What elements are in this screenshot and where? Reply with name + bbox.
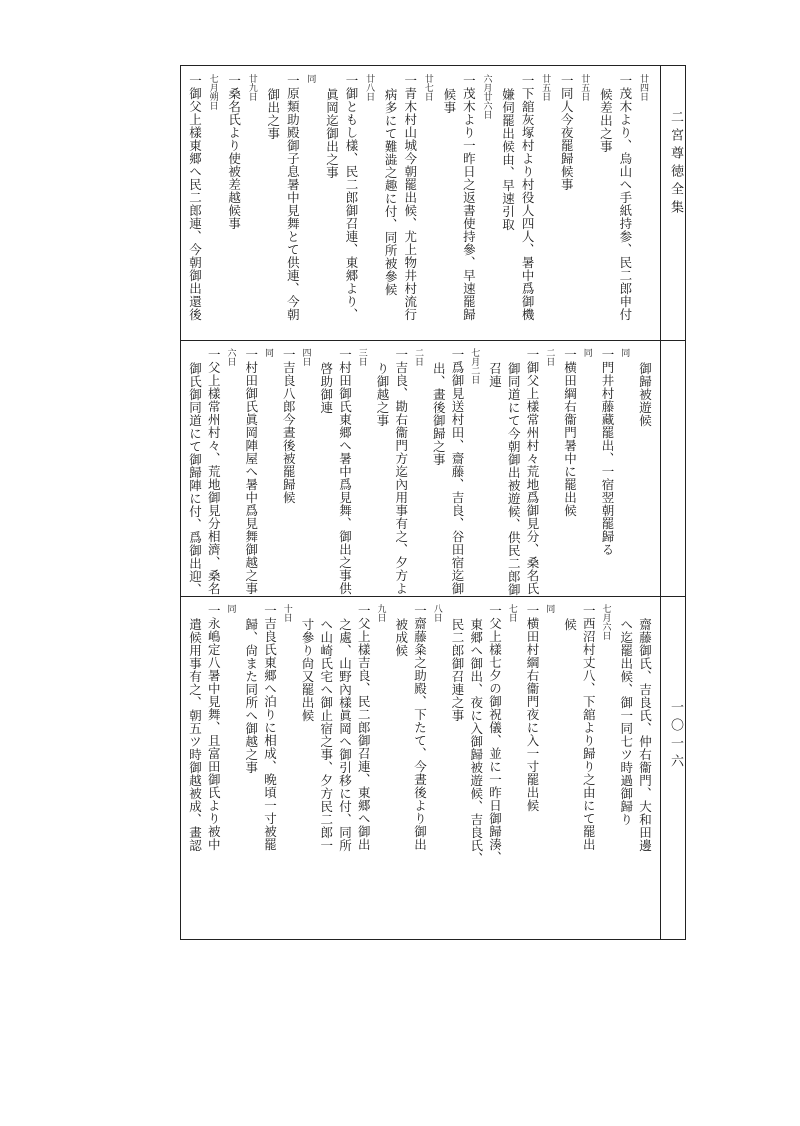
text-column: 嫌伺罷出候由、早速引取 — [500, 88, 516, 231]
text-column: 候 — [562, 618, 578, 631]
entry-date: 七月六日 — [600, 604, 611, 640]
entry-date: 廿八日 — [364, 74, 375, 101]
text-column: り御越之事 — [375, 362, 390, 427]
text-column: 出、畫後御歸之事 — [431, 362, 447, 466]
entry-date: 九日 — [375, 604, 386, 622]
entry-date: 同 — [305, 74, 316, 83]
entry-date: 二日 — [544, 348, 555, 366]
entry-date: 廿九日 — [246, 74, 257, 101]
text-column: 遣候用事有之、朝五ツ時御越被成、畫認 — [187, 618, 203, 852]
text-column: へ迄罷出候、御一同七ツ時過御歸り — [618, 618, 634, 826]
header-rule — [660, 65, 661, 940]
text-column: 病多にて難澁之趣に付、同所被參候 — [383, 88, 399, 296]
text-column: 一齋藤粂之助殿、下たて、今晝後より御出 — [412, 604, 428, 851]
text-column: 一村田御氏眞岡陣屋へ暑中爲見舞御越之事 — [243, 348, 259, 595]
text-column: 一西沼村丈八、下舘より歸り之由にて罷出 — [581, 604, 597, 851]
entry-date: 廿五日 — [579, 74, 590, 101]
entry-date: 廿七日 — [422, 74, 433, 101]
text-column: 一吉良、勘右衞門方迄內用事有之、夕方よ — [393, 348, 409, 595]
text-column: 御氏御同道にて御歸陣に付、爲御出迎、 — [187, 362, 203, 596]
text-column: 一永嶋定八暑中見舞、且富田御氏より被中 — [206, 604, 222, 851]
entry-date: 同 — [581, 348, 592, 357]
text-column: 一横田村綱右衞門夜に入一寸罷出候 — [525, 604, 540, 812]
text-column: 一父上樣吉良、民二郎御召連、東郷へ御出 — [356, 604, 372, 851]
text-column: 召連 — [487, 362, 503, 388]
text-column: 之處、山野內樣眞岡へ御引移に付、同所 — [337, 618, 353, 852]
text-column: 一横田綱右衞門暑中に罷出候 — [562, 348, 578, 517]
entry-date: 七月二日 — [469, 348, 480, 384]
entry-date: 廿五日 — [540, 74, 551, 101]
entry-date: 六日 — [225, 348, 236, 366]
text-column: 候事 — [441, 88, 457, 114]
text-column: 一原類助殿御子息暑中見舞とて供連、今朝 — [285, 74, 301, 321]
text-column: 眞岡迄御出之事 — [324, 88, 340, 179]
text-column: 一御父上樣東郷へ民二郎連、今朝御出還後 — [187, 74, 203, 321]
entry-date: 七月朔日 — [207, 74, 218, 110]
text-column: 一爲御見送村田、齋藤、吉良、谷田宿迄御 — [450, 348, 465, 595]
book-title: 二宮尊徳全集 — [668, 110, 683, 218]
text-column: 一同人今夜罷歸候事 — [559, 74, 575, 191]
text-column: 一父上樣常州村々、荒地御見分相濟、桑名 — [206, 348, 222, 595]
text-column: 一桑名氏より使被差越候事 — [226, 74, 242, 230]
entry-date: 同 — [619, 348, 630, 357]
entry-date: 七日 — [506, 604, 517, 622]
text-column: 民二郎御召連之事 — [450, 618, 465, 722]
text-column: 齋藤御氏、吉良氏、仲右衞門、大和田邊 — [637, 618, 653, 852]
entry-date: 四日 — [300, 348, 311, 366]
text-column: 一御ともし樣、民二郎御召連、東郷より、 — [344, 74, 360, 321]
text-column: 一御父上樣常州村々荒地爲御見分、桑名氏 — [525, 348, 540, 595]
entry-date: 三日 — [356, 348, 367, 366]
text-column: 一下舘灰塚村より村役人四人、暑中爲御機 — [520, 74, 536, 321]
text-column: 寸參り尙又罷出候 — [300, 618, 315, 722]
text-column: 一吉良八郎今晝後被罷歸候 — [281, 348, 297, 504]
text-column: 御歸被遊候 — [637, 362, 653, 427]
text-column: 御同道にて今朝御出被遊候、供民二郎御 — [506, 362, 522, 596]
text-column: 御出之事 — [265, 88, 281, 140]
page-number: 一〇一六 — [668, 700, 683, 772]
entry-date: 同 — [225, 604, 236, 613]
text-column: 一吉良氏東郷へ泊りに相成、晩頃一寸被罷 — [262, 604, 278, 851]
text-column: へ山崎氏宅へ御止宿之事、夕方民二郎一 — [318, 618, 334, 852]
text-column: 被成候 — [393, 618, 409, 657]
text-column: 候差出之事 — [598, 88, 614, 153]
entry-date: 八日 — [431, 604, 442, 622]
text-column: 一門井村藤藏罷出、一宿翌朝罷歸る — [600, 348, 615, 556]
text-column: 一青木村山城今朝罷出候、尤上物井村流行 — [402, 74, 418, 321]
entry-date: 廿四日 — [638, 74, 648, 101]
entry-date: 同 — [544, 604, 555, 613]
text-column: 一村田御氏東郷へ暑中爲見舞、御出之事供 — [337, 348, 353, 595]
entry-date: 十日 — [281, 604, 292, 622]
entry-date: 二日 — [413, 348, 423, 366]
text-column: 啓助御連 — [318, 362, 334, 414]
text-column: 一茂木より、烏山へ手紙持参、民二郎申付 — [617, 74, 633, 321]
entry-date: 同 — [263, 348, 273, 357]
text-column: 東郷へ御出、夜に入御歸被遊候、吉良氏、 — [468, 618, 484, 865]
text-column: 一父上樣七夕の御祝儀、並に一昨日御歸湊、 — [487, 604, 503, 864]
entry-date: 六月廿六日 — [481, 74, 492, 119]
text-column: 歸、尙また同所へ御越之事 — [243, 618, 259, 774]
text-column: 一茂木より一昨日之返書使持參、早速罷歸 — [461, 74, 477, 321]
